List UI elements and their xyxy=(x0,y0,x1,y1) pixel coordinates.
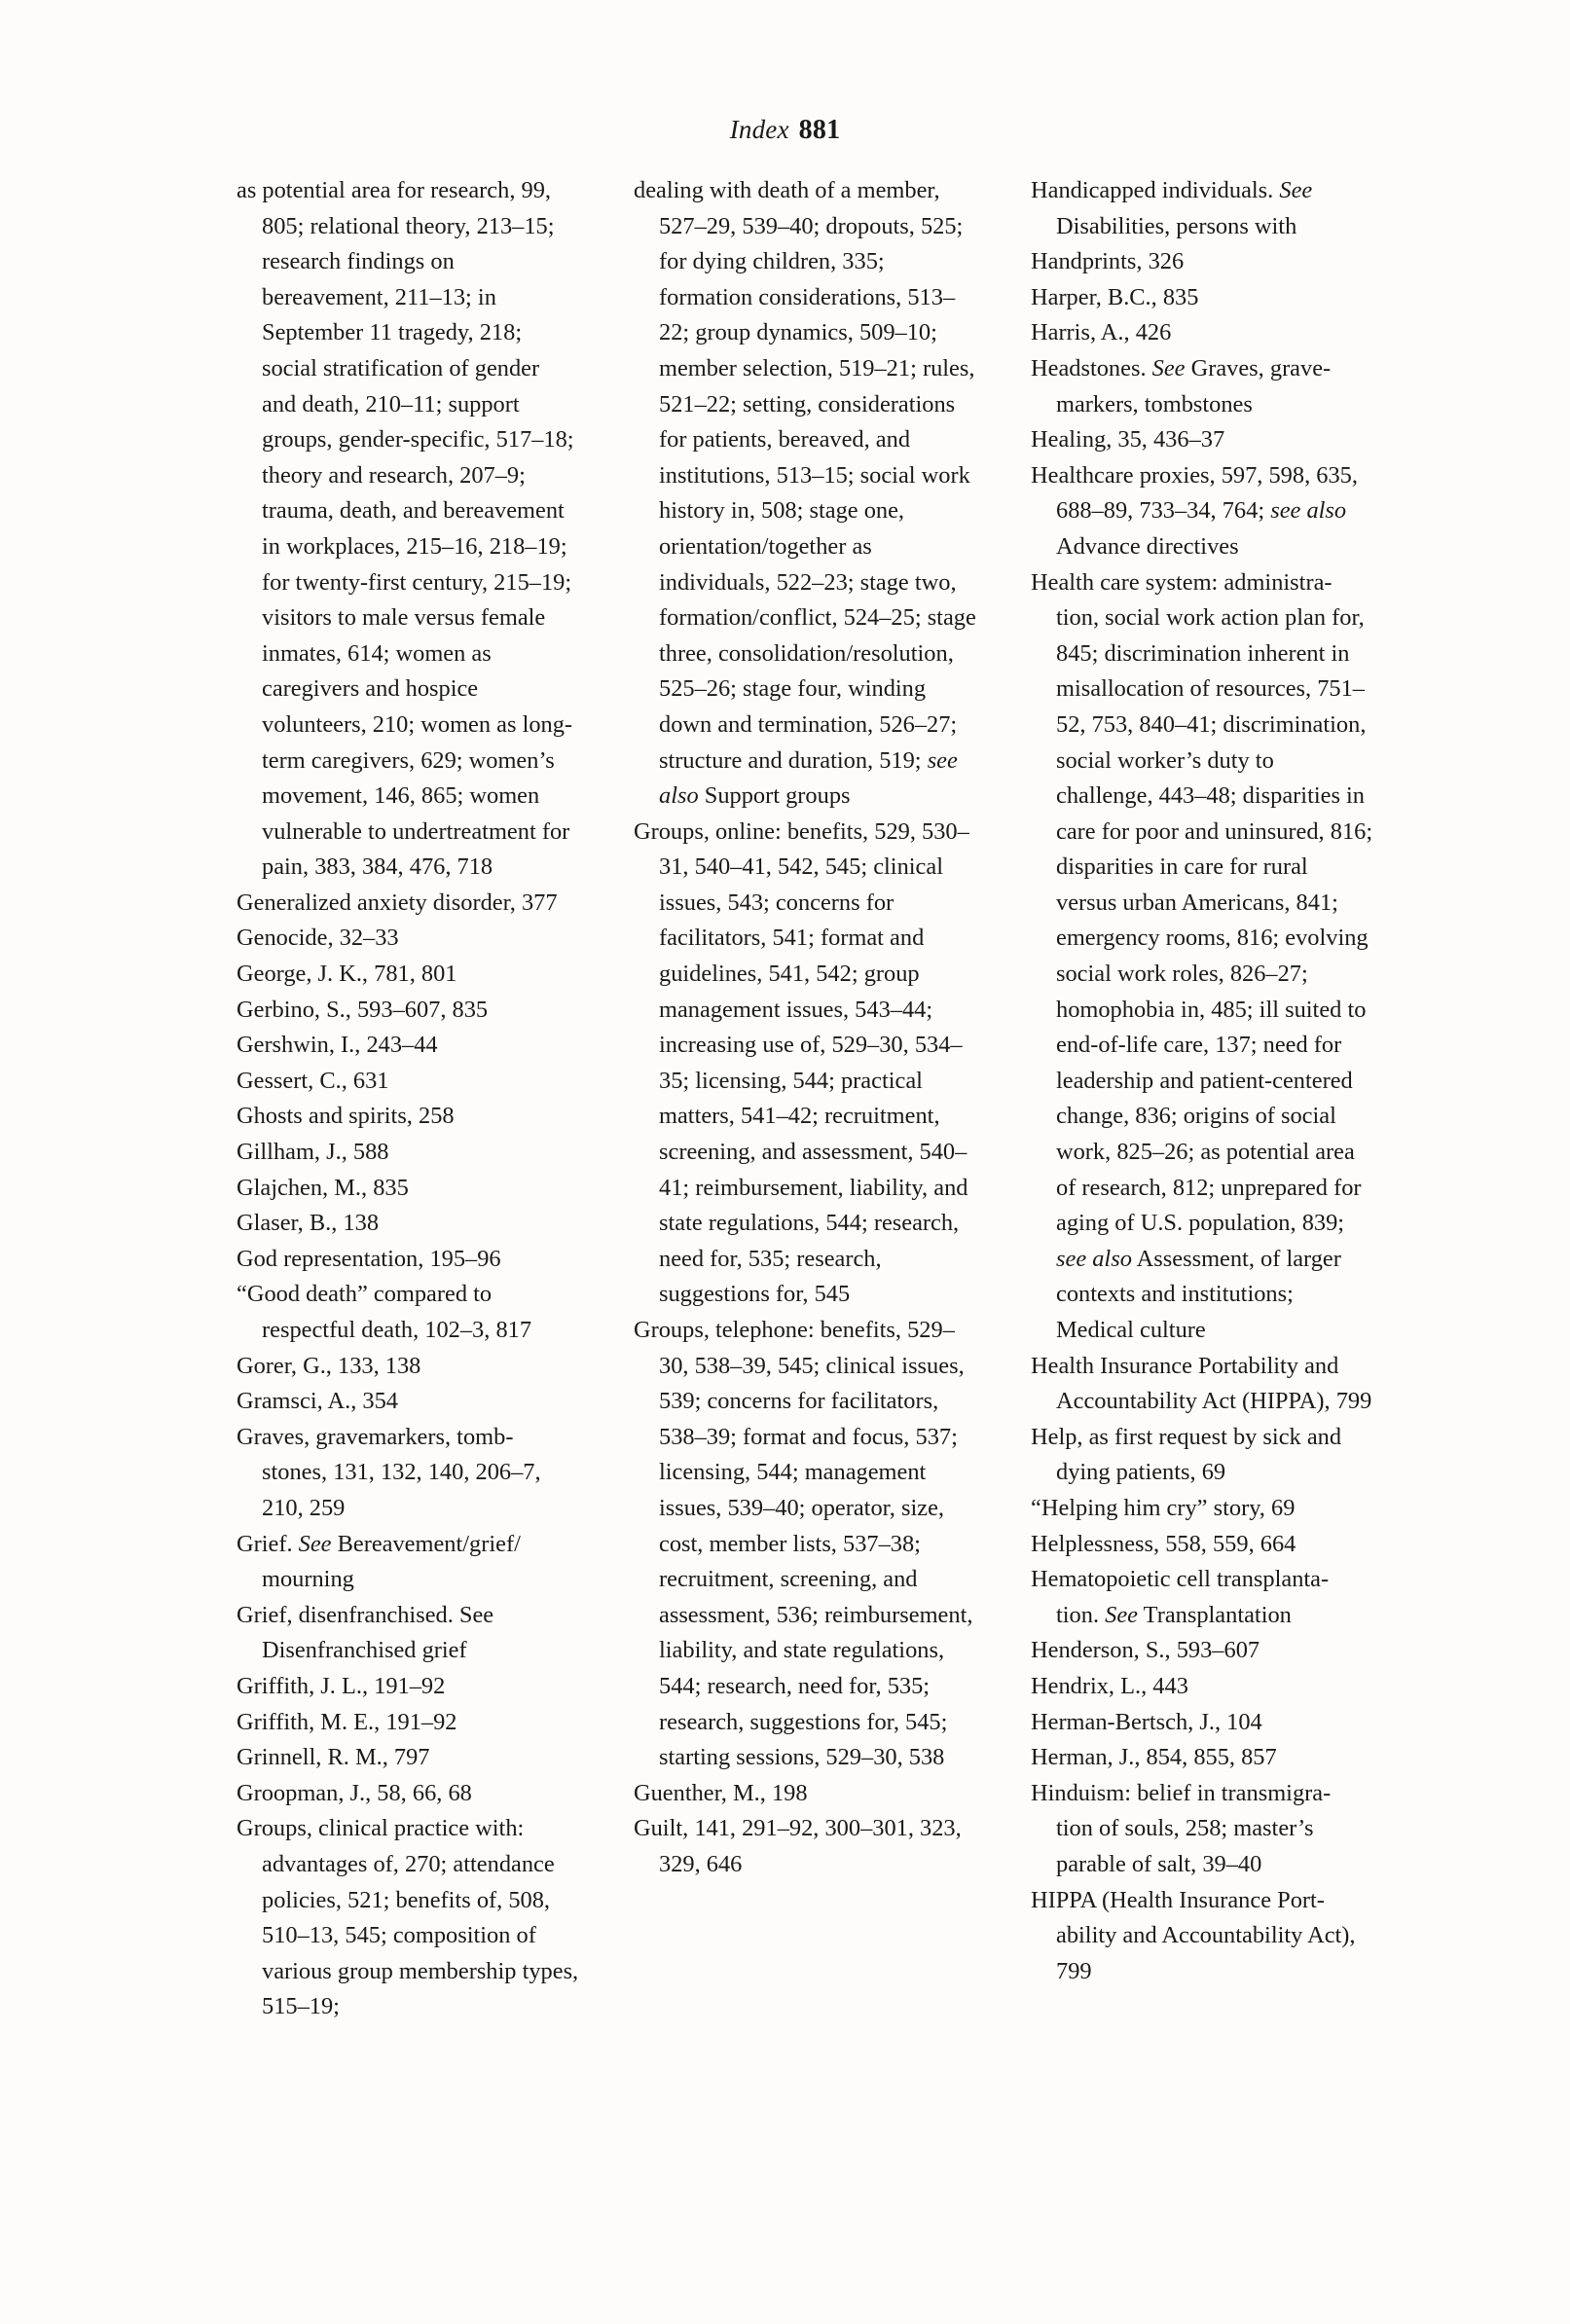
index-entry-term: Hinduism: belief in transmigra- xyxy=(1031,1779,1332,1806)
index-entry-term: George, J. K., 781, 801 xyxy=(237,961,457,988)
index-entry xyxy=(237,1705,579,1741)
index-entry xyxy=(237,993,579,1029)
index-entry xyxy=(634,1811,976,1882)
index-entry-term: Ghosts and spirits, 258 xyxy=(237,1103,455,1130)
index-entry xyxy=(1031,1669,1373,1705)
index-entry-term: Helplessness, 558, 559, 664 xyxy=(1031,1530,1296,1557)
index-entry xyxy=(1031,173,1373,244)
index-entry xyxy=(1031,1349,1373,1420)
index-entry-locators: advantages of, 270; attendance policies, 521; benefits of, 508, 510–13, 545; composition of various group membership types, 515–19; xyxy=(262,1850,579,2020)
index-entry-term: Glaser, B., 138 xyxy=(237,1210,380,1237)
index-entry xyxy=(1031,422,1373,458)
index-entry xyxy=(237,1349,579,1385)
index-entry-term: Headstones. See Graves, grave- xyxy=(1031,354,1332,381)
index-entry xyxy=(1031,1527,1373,1563)
index-entry xyxy=(1031,458,1373,565)
index-entry xyxy=(1031,244,1373,280)
index-entry xyxy=(237,1420,579,1527)
index-entry xyxy=(1031,1883,1373,1990)
index-entry xyxy=(1031,1420,1373,1491)
index-entry-term: Generalized anxiety disorder, xyxy=(237,889,516,916)
index-entry-locators: 377 xyxy=(515,889,558,916)
index-entry xyxy=(237,1277,579,1348)
index-entry xyxy=(237,921,579,957)
index-entry-locators: See Disabilities, persons with xyxy=(1056,177,1313,239)
index-entry-locators: Disenfranchised grief xyxy=(262,1637,467,1664)
index-entry-term: Help, as first request by sick xyxy=(1031,1423,1301,1450)
index-columns xyxy=(237,173,1375,2025)
index-entry xyxy=(237,957,579,993)
index-entry-locators: 529–30, 538–39, 545; clinical issues, 539; concerns for facilitators, 538–39; format and focus, 537; licensing, 544; management issues, 539–40; operator, size, cost, member lists, 537–38; recruitment, screening, and assessment, 536; reimbursement, liability, and state regulations, 544; research, need for, 535; research, suggestions for, 545; starting sessions, 529–30, 538 xyxy=(659,1317,973,1771)
index-entry-term: Henderson, S., 593–607 xyxy=(1031,1637,1260,1664)
index-entry-term: Gillham, J., 588 xyxy=(237,1139,389,1166)
index-entry-term: Hematopoietic cell transplanta- xyxy=(1031,1566,1330,1593)
index-entry xyxy=(634,1776,976,1812)
index-entry-term: HIPPA (Health Insurance Port- xyxy=(1031,1886,1325,1913)
index-entry-term: Grief, disenfranchised. See xyxy=(237,1601,494,1628)
index-entry-locators: tion, social work action plan for, 845; discrimination inherent in misallocation of resources, 751–52, 753, 840–41; discrimination, social worker’s duty to challenge, 443–48; disparities in care for poor and uninsured, 816; disparities in care for rural versus urban Americans, 841; emergency rooms, 816; evolving social work roles, 826–27; homophobia in, 485; ill suited to end-of-life care, 137; need for leadership and patient-centered change, 836; origins of social work, 825–26; as potential area of research, 812; unprepared for aging of U.S. population, 839; see also Assessment, of larger contexts and institutions; Medical culture xyxy=(1056,604,1373,1343)
index-entry-term: Herman, J., 854, 855, 857 xyxy=(1031,1744,1277,1771)
index-entry-term: Griffith, M. E., 191–92 xyxy=(237,1708,457,1735)
index-entry-term: Groups, online: benefits, 529, xyxy=(634,817,916,845)
index-entry-locators: and Accountability Act (HIPPA), 799 xyxy=(1056,1352,1372,1415)
index-entry xyxy=(1031,1776,1373,1883)
index-entry xyxy=(1031,351,1373,422)
index-entry-term: Gramsci, A., 354 xyxy=(237,1388,398,1415)
index-entry-term: Gorer, G., 133, 138 xyxy=(237,1352,421,1379)
index-entry-term: Health care system: administra- xyxy=(1031,568,1333,596)
index-entry-locators: 329, 646 xyxy=(659,1850,743,1877)
running-head-title: Index xyxy=(729,115,789,144)
index-column-1 xyxy=(237,173,579,2025)
index-column-3 xyxy=(1031,173,1373,2025)
index-entry-locators: markers, tombstones xyxy=(1056,390,1253,418)
index-entry-text: as potential area for research, 99, 805; relational theory, 213–15; research findings on bereavement, 211–13; in September 11 tragedy, 218; social stratification of gender and death, 210–11; support groups, gender-specific, 517–18; theory and research, 207–9; trauma, death, and bereavement in workplaces, 215–16, 218–19; for twenty-first century, 215–19; visitors to male versus female inmates, 614; women as caregivers and hospice volunteers, 210; women as long-term caregivers, 629; women’s movement, 146, 865; women vulnerable to undertreatment for pain, 383, 384, 476, 718 xyxy=(237,177,574,881)
index-entry-term: Gerbino, S., 593–607, 835 xyxy=(237,996,489,1023)
index-entry-locators: respectful death, 102–3, 817 xyxy=(262,1317,532,1343)
index-entry-term: Hendrix, L., 443 xyxy=(1031,1672,1188,1699)
index-entry-term: Guilt, 141, 291–92, 300–301, 323, xyxy=(634,1815,962,1842)
index-entry xyxy=(634,1313,976,1776)
index-entry-term: Genocide, 32–33 xyxy=(237,925,399,952)
index-entry xyxy=(237,1206,579,1242)
index-entry-locators: 530–31, 540–41, 542, 545; clinical issues, 543; concerns for facilitators, 541; format and guidelines, 541, 542; group management issues, 543–44; increasing use of, 529–30, 534–35; licensing, 544; practical matters, 541–42; recruitment, screening, and assessment, 540–41; reimbursement, liability, and state regulations, 544; research, need for, 535; research, suggestions for, 545 xyxy=(659,817,969,1308)
index-entry xyxy=(237,1064,579,1100)
index-entry xyxy=(237,1028,579,1064)
index-entry xyxy=(237,1242,579,1278)
index-entry xyxy=(237,1669,579,1705)
index-entry-locators: 635, 688–89, 733–34, 764; see also Advance directives xyxy=(1056,461,1358,560)
index-entry-term: Healing, 35, 436–37 xyxy=(1031,426,1225,454)
index-entry-term: Healthcare proxies, 597, 598, xyxy=(1031,461,1311,489)
index-entry-term: Griffith, J. L., 191–92 xyxy=(237,1672,446,1699)
index-entry xyxy=(1031,1740,1373,1776)
index-entry xyxy=(237,1598,579,1669)
index-entry-term: Health Insurance Portability xyxy=(1031,1352,1298,1379)
index-entry-term: Handprints, 326 xyxy=(1031,248,1185,275)
index-entry xyxy=(1031,565,1373,1349)
index-entry-term: Grinnell, R. M., 797 xyxy=(237,1744,430,1771)
index-entry-term: God representation, 195–96 xyxy=(237,1245,501,1272)
index-entry-locators: tion. See Transplantation xyxy=(1056,1601,1292,1628)
index-entry-term: Groups, telephone: benefits, xyxy=(634,1317,902,1343)
index-column-2 xyxy=(634,173,976,2025)
index-entry-continued xyxy=(237,173,579,886)
index-entry xyxy=(1031,1562,1373,1633)
index-entry xyxy=(237,1135,579,1171)
index-entry-locators: and dying patients, 69 xyxy=(1056,1423,1342,1486)
index-entry xyxy=(1031,1705,1373,1741)
index-entry-term: Harper, B.C., 835 xyxy=(1031,283,1199,310)
index-entry-term: Herman-Bertsch, J., 104 xyxy=(1031,1708,1262,1735)
index-entry xyxy=(634,815,976,1313)
page-number: 881 xyxy=(798,115,841,145)
index-entry-term: Handicapped individuals. xyxy=(1031,177,1274,203)
index-entry-continued xyxy=(634,173,976,815)
index-entry-term: “Good death” compared to xyxy=(237,1281,493,1308)
index-entry xyxy=(1031,1491,1373,1527)
index-entry-term: Gessert, C., 631 xyxy=(237,1067,389,1094)
index-entry-term: Harris, A., 426 xyxy=(1031,319,1172,346)
index-entry xyxy=(1031,315,1373,351)
index-entry-term: Glajchen, M., 835 xyxy=(237,1174,409,1201)
index-entry-term: Groopman, J., 58, 66, 68 xyxy=(237,1779,472,1806)
index-entry-locators: stones, 131, 132, 140, 206–7, 210, 259 xyxy=(262,1459,541,1521)
index-entry xyxy=(237,1099,579,1135)
index-entry xyxy=(237,886,579,922)
index-entry xyxy=(237,1384,579,1420)
index-entry-term: Gershwin, I., 243–44 xyxy=(237,1032,438,1059)
index-entry-term: Grief. See Bereavement/grief/ xyxy=(237,1530,521,1557)
index-entry xyxy=(237,1527,579,1598)
index-entry-term: Graves, gravemarkers, tomb- xyxy=(237,1423,514,1450)
index-entry-locators: tion of souls, 258; master’s parable of salt, 39–40 xyxy=(1056,1815,1314,1877)
index-entry-term: Guenther, M., 198 xyxy=(634,1779,808,1806)
index-entry xyxy=(237,1171,579,1207)
index-entry-term: “Helping him cry” story, 69 xyxy=(1031,1494,1296,1521)
running-head xyxy=(0,115,1570,146)
index-entry xyxy=(1031,280,1373,316)
index-entry xyxy=(237,1740,579,1776)
index-entry xyxy=(237,1776,579,1812)
index-entry-locators: ability and Accountability Act), 799 xyxy=(1056,1922,1356,1984)
index-entry-term: Groups, clinical practice with: xyxy=(237,1815,525,1842)
index-entry xyxy=(237,1811,579,2025)
index-entry xyxy=(1031,1633,1373,1669)
index-entry-text: dealing with death of a member, 527–29, 539–40; dropouts, 525; for dying children, 335; formation considerations, 513–22; group dynamics, 509–10; member selection, 519–21; rules, 521–22; setting, considerations for patients, bereaved, and institutions, 513–15; social work history in, 508; stage one, orientation/together as individuals, 522–23; stage two, formation/conflict, 524–25; stage three, consolidation/resolution, 525–26; stage four, winding down and termination, 526–27; structure and duration, 519; see also Support groups xyxy=(634,177,976,810)
index-entry-locators: mourning xyxy=(262,1566,354,1593)
